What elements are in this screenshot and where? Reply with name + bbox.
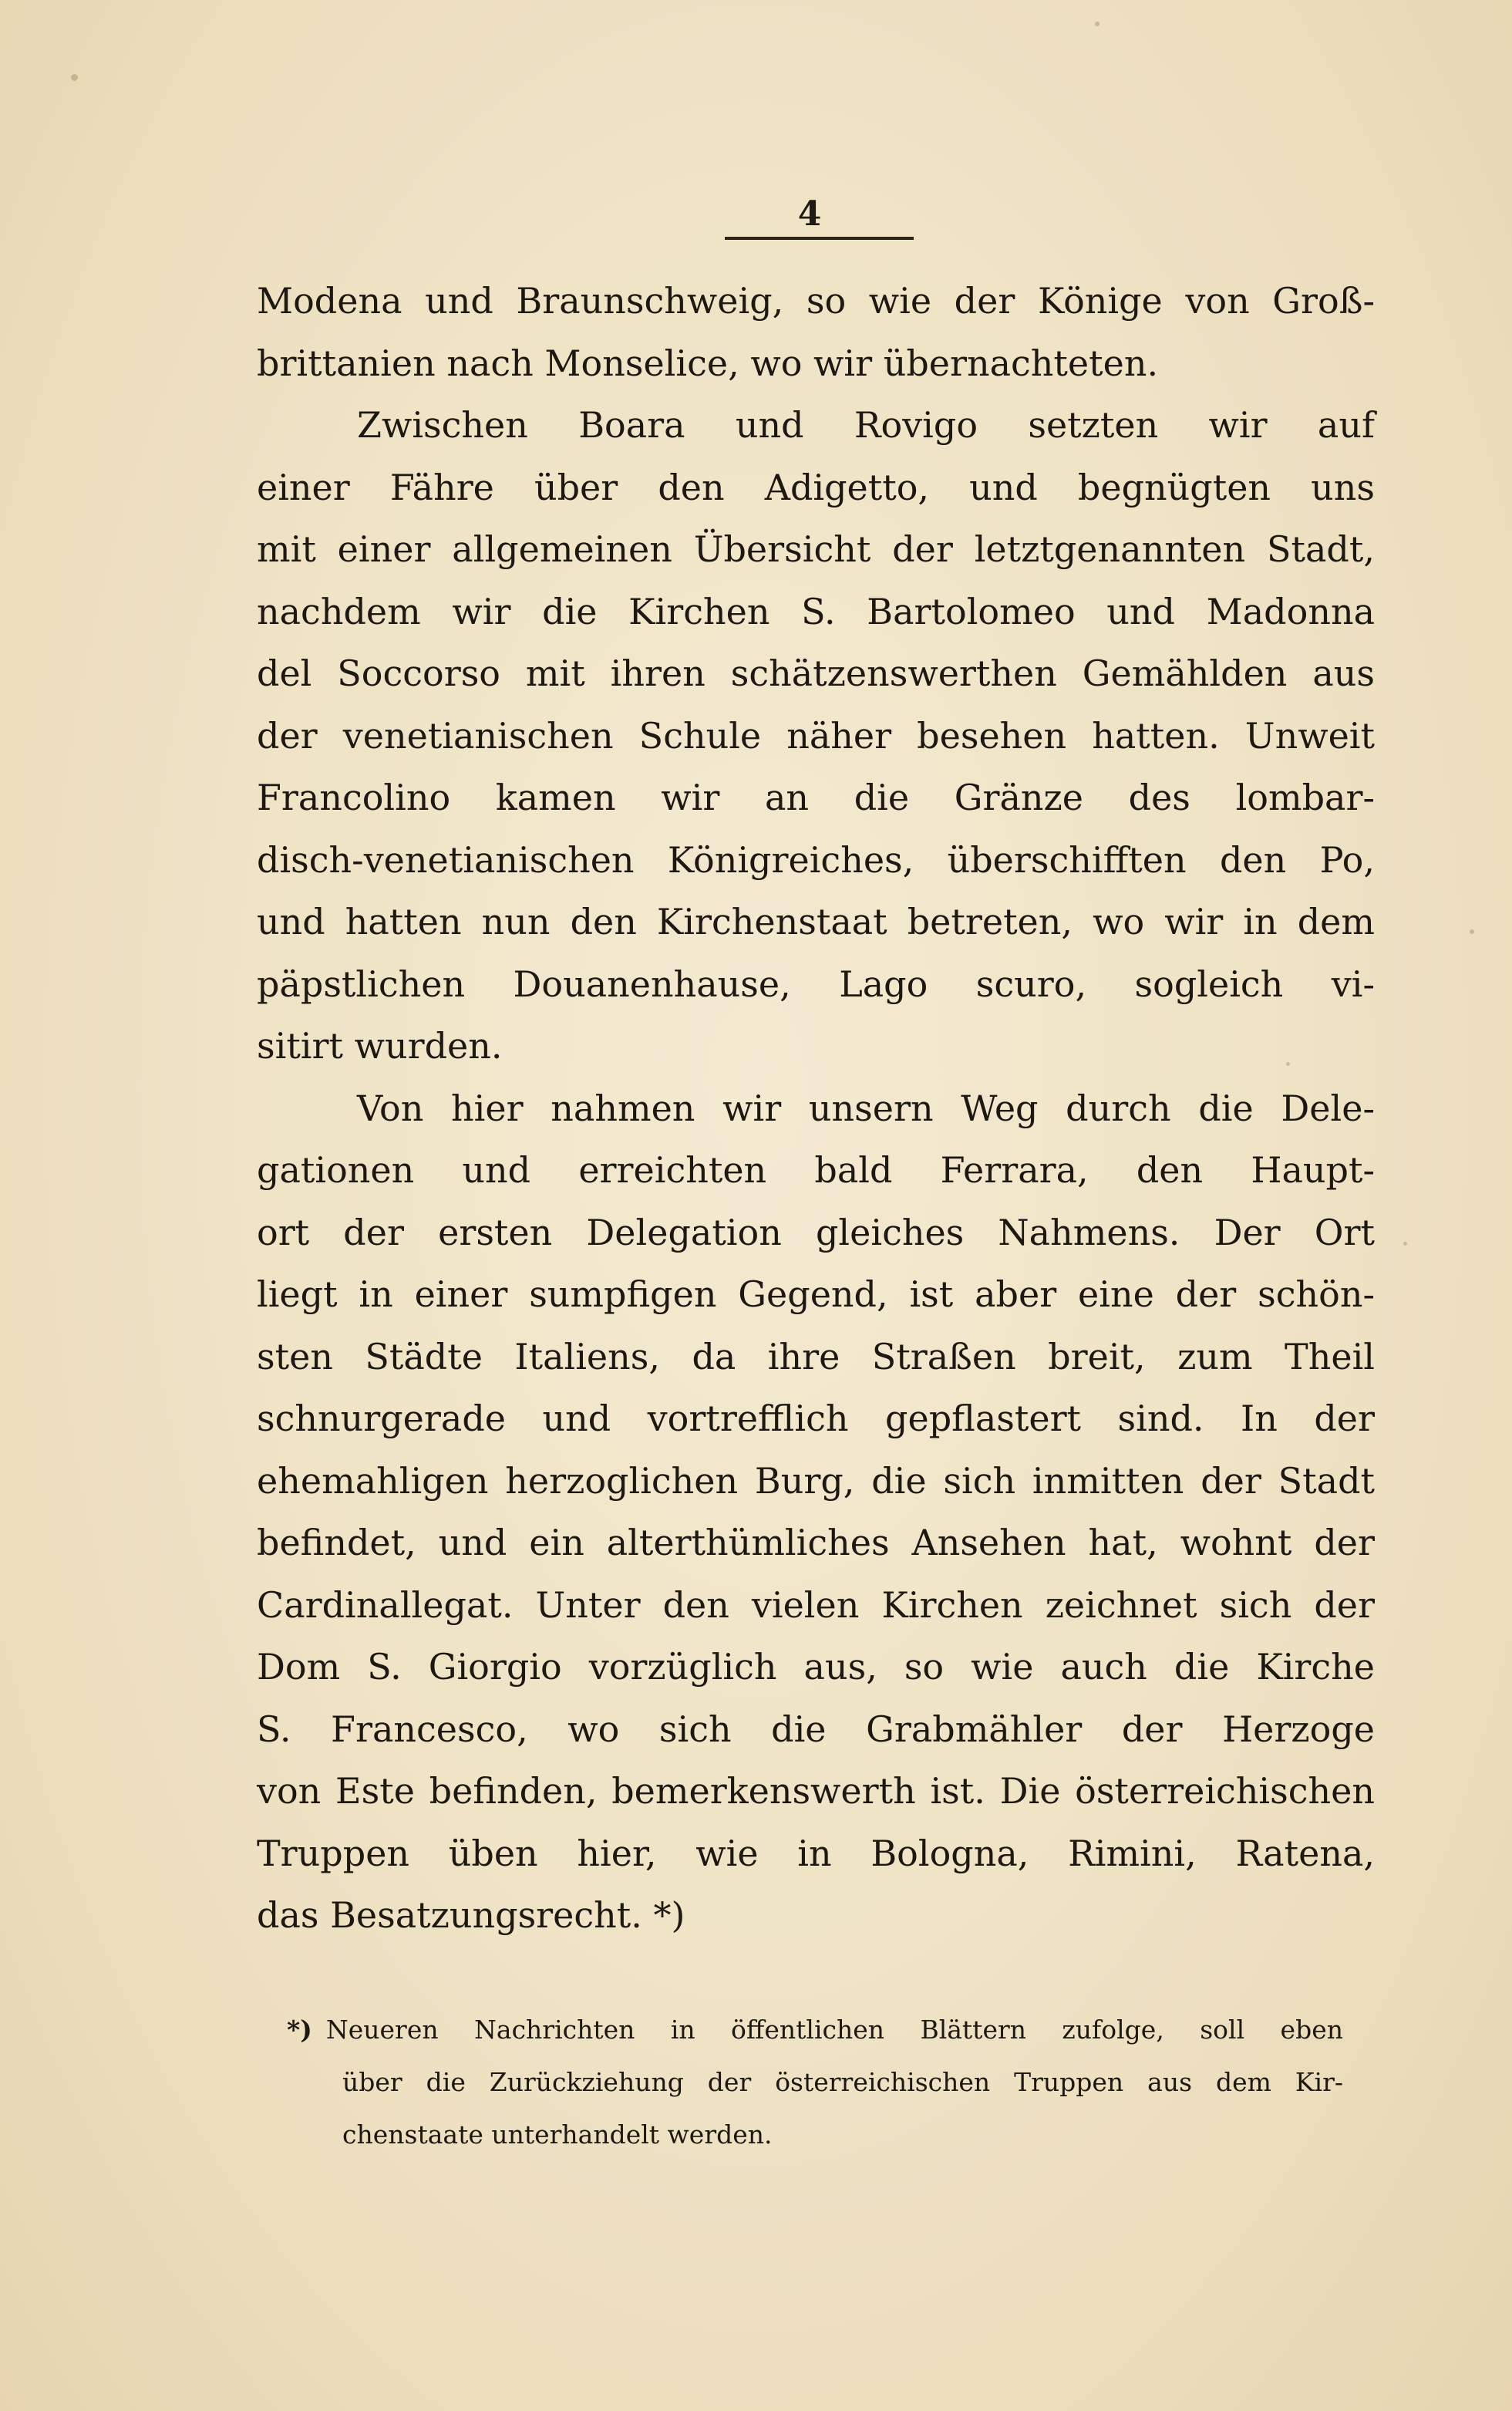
- text-line: Modena und Braunschweig, so wie der Könige von Groß-: [257, 280, 1375, 322]
- footnote-line: chenstaate unterhandelt werden.: [342, 2119, 773, 2150]
- text-line: das Besatzungsrecht. *): [257, 1894, 685, 1936]
- text-line: nachdem wir die Kirchen S. Bartolomeo und Madonna: [257, 590, 1375, 632]
- text-line: und hatten nun den Kirchenstaat betreten, wo wir in dem: [257, 901, 1375, 942]
- footnote-text: Neueren Nachrichten in öffentlichen Blättern zufolge, soll eben: [325, 2015, 1343, 2045]
- text-line: befindet, und ein alterthümliches Ansehen hat, wohnt der: [257, 1522, 1375, 1563]
- text-line: von Este befinden, bemerkenswerth ist. Die österreichischen: [257, 1770, 1375, 1812]
- text-line: sten Städte Italiens, da ihre Straßen breit, zum Theil: [257, 1335, 1375, 1377]
- footnote-marker: *): [287, 2015, 312, 2045]
- text-line: brittanien nach Monselice, wo wir übernachteten.: [257, 342, 1159, 384]
- footnote-line: über die Zurückziehung der österreichischen Truppen aus dem Kir-: [342, 2067, 1343, 2097]
- paper-spot: [71, 74, 78, 81]
- text-line: S. Francesco, wo sich die Grabmähler der Herzoge: [257, 1708, 1375, 1750]
- text-line: gationen und erreichten bald Ferrara, den Haupt-: [257, 1149, 1375, 1191]
- text-line: mit einer allgemeinen Übersicht der letztgenannten Stadt,: [257, 528, 1375, 570]
- footnote-line: [287, 2004, 1343, 2056]
- text-line: liegt in einer sumpfigen Gegend, ist aber eine der schön-: [257, 1273, 1375, 1315]
- text-line: Cardinallegat. Unter den vielen Kirchen zeichnet sich der: [257, 1583, 1375, 1626]
- text-line: ort der ersten Delegation gleiches Nahmens. Der Ort: [257, 1211, 1375, 1253]
- body-text: [257, 270, 1375, 1947]
- paragraph-start-line: Von hier nahmen wir unsern Weg durch die Dele-: [357, 1087, 1375, 1129]
- paragraph-start-line: Zwischen Boara und Rovigo setzten wir auf: [357, 404, 1375, 446]
- text-line: Truppen üben hier, wie in Bologna, Rimini, Ratena,: [257, 1832, 1375, 1874]
- text-line: disch-venetianischen Königreiches, überschifften den Po,: [257, 838, 1375, 881]
- text-line: Dom S. Giorgio vorzüglich aus, so wie auch die Kirche: [257, 1646, 1375, 1688]
- text-line: ehemahligen herzoglichen Burg, die sich inmitten der Stadt: [257, 1459, 1375, 1502]
- footnote: [287, 2004, 1343, 2161]
- text-line: der venetianischen Schule näher besehen hatten. Unweit: [257, 714, 1375, 757]
- paper-spot: [1095, 22, 1099, 26]
- text-line: päpstlichen Douanenhause, Lago scuro, sogleich vi-: [257, 963, 1375, 1005]
- paper-spot: [1403, 1242, 1407, 1246]
- text-line: Francolino kamen wir an die Gränze des lombar-: [257, 777, 1375, 818]
- text-line: schnurgerade und vortrefflich gepflastert sind. In der: [257, 1398, 1375, 1439]
- header-rule: [725, 237, 914, 240]
- page-number: 4: [797, 194, 822, 234]
- text-line: del Soccorso mit ihren schätzenswerthen Gemählden aus: [257, 652, 1375, 694]
- text-line: sitirt wurden.: [257, 1025, 503, 1067]
- paper-spot: [1470, 929, 1474, 934]
- text-line: einer Fähre über den Adigetto, und begnügten uns: [257, 466, 1375, 508]
